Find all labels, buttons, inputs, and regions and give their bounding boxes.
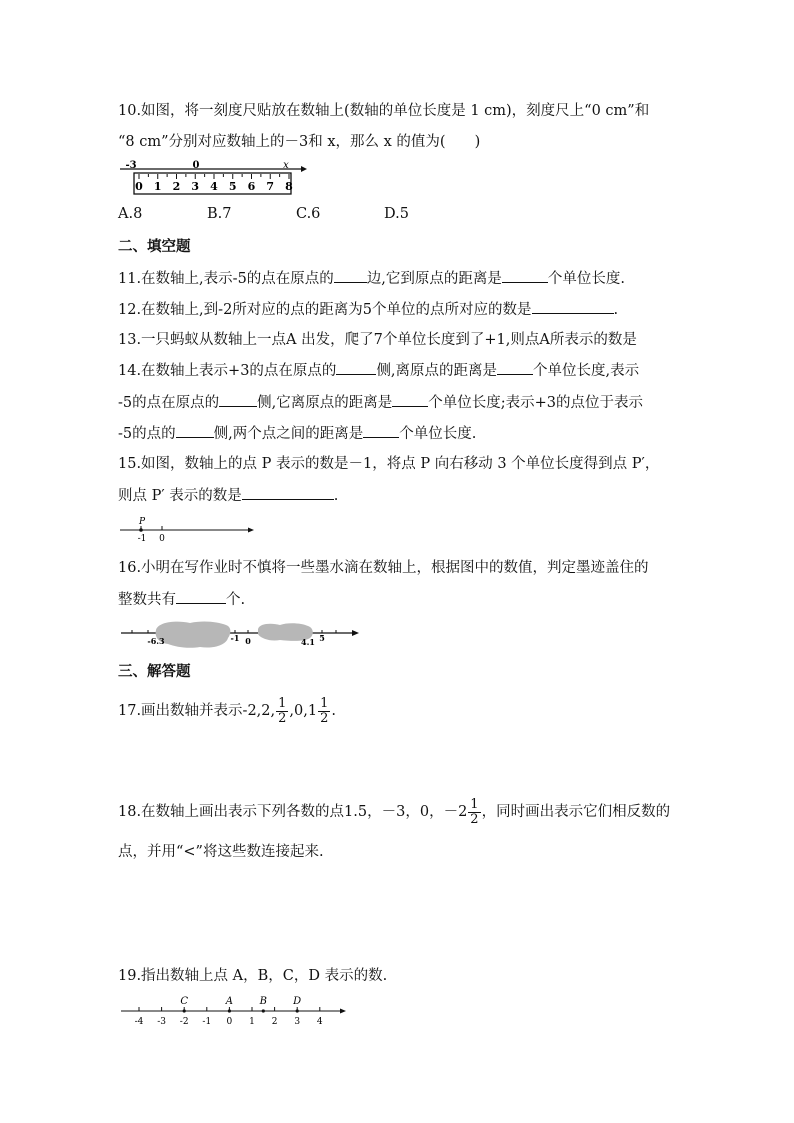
q10-axis-label-x: x <box>283 160 289 171</box>
q14-l3b: 侧,两个点之间的距离是 <box>213 426 364 442</box>
q17-part-b: ,0,1 <box>289 703 318 719</box>
q14-l1c: 个单位长度,表示 <box>533 363 640 379</box>
ruler-labels <box>135 180 293 193</box>
q14-blank-5[interactable] <box>176 423 214 438</box>
q17-frac1-denominator: 2 <box>278 710 287 726</box>
q15-label-p: P <box>138 517 146 527</box>
q19-points <box>180 996 301 1013</box>
q11-blank-1[interactable] <box>334 268 367 283</box>
q15-l2b: . <box>333 488 339 504</box>
q16-label-zero: 0 <box>245 636 251 646</box>
q16-label-4-1: 4.1 <box>301 637 315 647</box>
q14-blank-3[interactable] <box>219 392 257 407</box>
q15-label-zero: 0 <box>159 534 165 544</box>
section-title-solutions: 三、解答题 <box>118 663 191 680</box>
q16-ink-number-line <box>118 616 363 652</box>
q14-line3 <box>118 423 476 444</box>
q19-tick-label: 4 <box>316 1017 323 1026</box>
ruler-label: 0 <box>135 180 143 193</box>
q17-part-c: . <box>331 703 336 719</box>
q19-tick-label: -2 <box>179 1017 189 1026</box>
q18-line1 <box>118 795 670 829</box>
q14-blank-2[interactable] <box>497 360 533 375</box>
q19-point-d <box>296 1009 299 1012</box>
q10-axis-label-zero: 0 <box>192 160 200 171</box>
q17 <box>118 694 336 728</box>
q19-text: 19.指出数轴上点 A，B，C，D 表示的数. <box>118 968 388 984</box>
q18-l1b: ，同时画出表示它们相反数的 <box>481 804 671 820</box>
ruler-label: 4 <box>210 180 218 193</box>
q14-l1b: 侧,离原点的距离是 <box>376 363 498 379</box>
q11-part-a: 11.在数轴上,表示-5的点在原点的 <box>118 271 334 287</box>
q16-label-minus6-3: -6.3 <box>147 636 165 646</box>
q19-tick-label: -4 <box>134 1017 144 1026</box>
q16-label-minus1: -1 <box>230 633 240 643</box>
q16-l2a: 整数共有 <box>118 592 176 608</box>
q14-blank-6[interactable] <box>363 423 399 438</box>
ink-blot-left <box>156 622 231 648</box>
q19-tick-label: -1 <box>202 1017 212 1026</box>
ruler-label: 3 <box>191 180 200 193</box>
q14-l3a: -5的点的 <box>118 426 176 442</box>
ruler-label: 6 <box>247 180 256 193</box>
q14-l1a: 14.在数轴上表示+3的点在原点的 <box>118 363 337 379</box>
q19-tick-label: -3 <box>157 1017 166 1026</box>
q11 <box>118 268 625 289</box>
q10-axis-label-minus3: -3 <box>125 160 137 171</box>
q13: 13.一只蚂蚁从数轴上一点A 出发，爬了7个单位长度到了+1,则点A所表示的数是 <box>118 332 637 348</box>
q14-l2c: 个单位长度;表示+3的点位于表示 <box>428 395 643 411</box>
q10-line1: 10.如图，将一刻度尺贴放在数轴上(数轴的单位长度是 1 cm)，刻度尺上“0 cm”和 <box>118 103 650 119</box>
q15-label-minus1: -1 <box>137 534 147 544</box>
q11-part-c: 个单位长度. <box>547 271 626 287</box>
q10-option-a[interactable]: A.8 <box>118 206 143 222</box>
q19-point-label-d: D <box>293 996 302 1007</box>
ruler-label: 8 <box>285 180 293 193</box>
q19-tick-label: 1 <box>249 1017 255 1026</box>
q19-tick-label: 0 <box>226 1017 233 1026</box>
q11-blank-2[interactable] <box>502 268 548 283</box>
q18-l1a: 18.在数轴上画出表示下列各数的点1.5，－3，0，－2 <box>118 804 468 820</box>
q15-number-line <box>118 514 258 544</box>
q18-fraction <box>468 798 480 827</box>
q10-line2: “8 cm”分别对应数轴上的－3和 x，那么 x 的值为( ) <box>118 134 481 150</box>
q16-line2 <box>118 589 245 610</box>
q16-line1: 16.小明在写作业时不慎将一些墨水滴在数轴上，根据图中的数值，判定墨迹盖住的 <box>118 560 649 576</box>
q12 <box>118 299 618 320</box>
q12-part-a: 12.在数轴上,到-2所对应的点的距离为5个单位的点所对应的数是 <box>118 302 532 318</box>
q16-label-5: 5 <box>319 633 325 643</box>
q19-tick-label: 2 <box>271 1017 278 1026</box>
q16-l2b: 个. <box>226 592 246 608</box>
q19-point-c <box>183 1009 186 1012</box>
point-p <box>139 528 143 532</box>
q19-point-label-c: C <box>180 996 189 1007</box>
ruler-ticks <box>139 174 289 179</box>
q18-frac-denominator: 2 <box>470 811 479 827</box>
q11-part-b: 边,它到原点的距离是 <box>366 271 502 287</box>
q15-line2 <box>118 485 338 506</box>
ruler-label: 7 <box>266 180 275 193</box>
q14-blank-4[interactable] <box>392 392 428 407</box>
q19-number-line <box>118 994 350 1026</box>
q18-line2: 点，并用“<”将这些数连接起来. <box>118 844 324 860</box>
q10-option-d[interactable]: D.5 <box>384 206 409 222</box>
q14-blank-1[interactable] <box>336 360 376 375</box>
q17-frac1-numerator: 1 <box>278 695 287 711</box>
q15-l2a: 则点 P′ 表示的数是 <box>118 488 242 504</box>
q17-fraction-one-and-half <box>318 697 330 726</box>
q17-frac2-numerator: 1 <box>320 695 329 711</box>
q15-blank[interactable] <box>242 485 334 500</box>
q17-part-a: 17.画出数轴并表示-2,2, <box>118 703 276 719</box>
q19-tick-label: 3 <box>294 1017 301 1026</box>
q14-line2 <box>118 392 643 413</box>
section-title-fill-in: 二、填空题 <box>118 238 191 255</box>
q14-l2a: -5的点在原点的 <box>118 395 220 411</box>
q15-line1: 15.如图，数轴上的点 P 表示的数是－1，将点 P 向右移动 3 个单位长度得到点 P′， <box>118 456 660 472</box>
ruler-label: 5 <box>228 180 237 193</box>
q12-part-b: . <box>613 302 619 318</box>
q19-point-a <box>228 1009 231 1012</box>
q17-fraction-half <box>276 697 288 726</box>
q14-l2b: 侧,它离原点的距离是 <box>257 395 393 411</box>
q10-option-b[interactable]: B.7 <box>207 206 232 222</box>
q14-l3c: 个单位长度. <box>399 426 477 442</box>
q18-frac-numerator: 1 <box>470 796 479 812</box>
q10-ruler-figure <box>118 158 308 198</box>
q10-option-c[interactable]: C.6 <box>296 206 321 222</box>
q19-point-b <box>262 1009 265 1012</box>
q17-frac2-denominator: 2 <box>320 710 329 726</box>
q14-line1 <box>118 360 639 381</box>
q12-blank[interactable] <box>532 299 614 314</box>
ruler-label: 1 <box>153 180 162 193</box>
ruler-label: 2 <box>172 180 181 193</box>
q19-point-label-b: B <box>259 996 267 1007</box>
q19-point-label-a: A <box>225 996 234 1007</box>
q16-blank[interactable] <box>176 589 226 604</box>
